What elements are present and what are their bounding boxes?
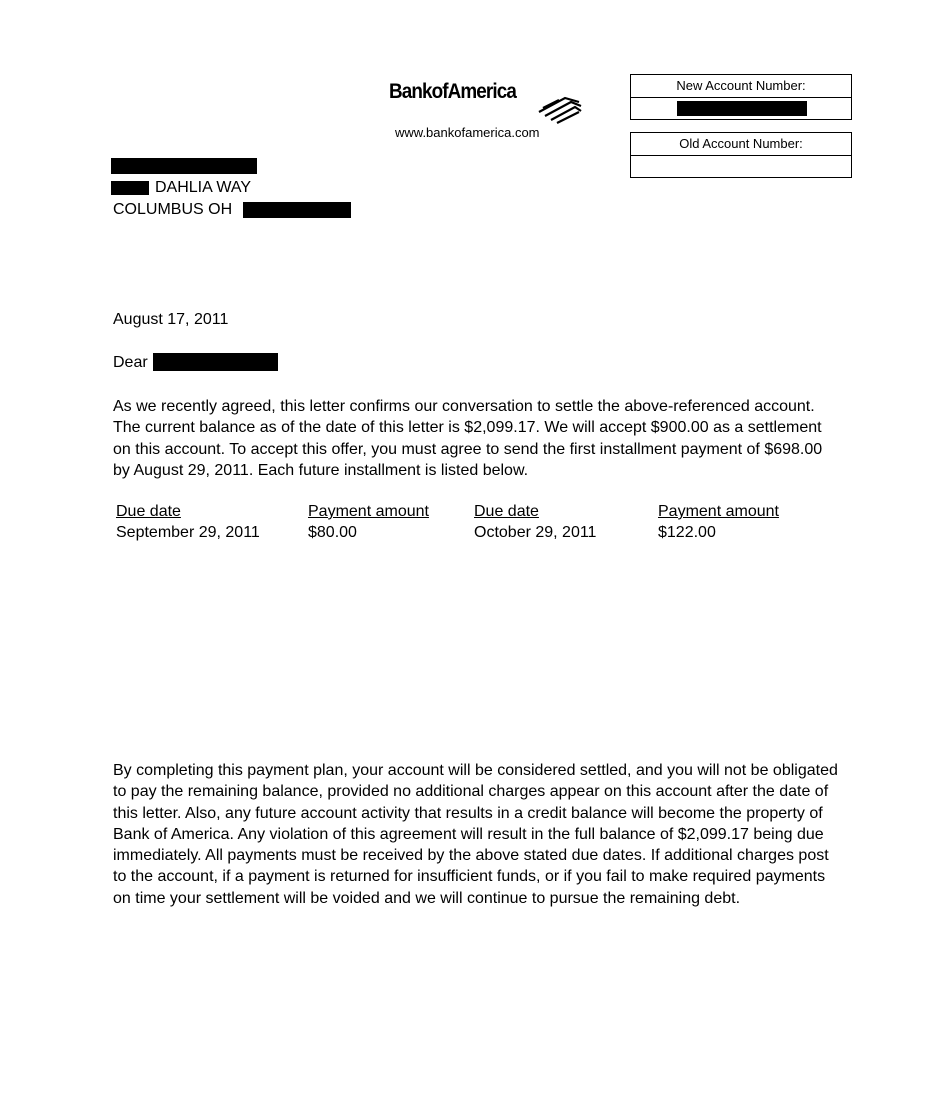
new-account-value (631, 98, 851, 119)
redaction-bar (153, 353, 278, 371)
schedule-header: Payment amount (308, 503, 429, 520)
old-account-label: Old Account Number: (631, 133, 851, 156)
new-account-label: New Account Number: (631, 75, 851, 98)
schedule-cell: $80.00 (308, 524, 357, 541)
flagscape-icon (535, 94, 583, 124)
schedule-cell: September 29, 2011 (116, 524, 260, 541)
schedule-header: Due date (474, 503, 539, 520)
schedule-header: Due date (116, 503, 181, 520)
redaction-bar (111, 181, 149, 195)
old-account-value (631, 156, 851, 177)
schedule-cell: October 29, 2011 (474, 524, 597, 541)
bank-logo (389, 80, 589, 126)
schedule-cell: $122.00 (658, 524, 716, 541)
paragraph-settlement-offer: As we recently agreed, this letter confirms our conversation to settle the above-referenced account. The current balance as of the date of this letter is $2,099.17. We will accept $900.00 as a settlement on this account. To accept this offer, you must agree to send the first installment payment of $698.00 by August 29, 2011. Each future installment is listed below. (113, 398, 823, 479)
redaction-bar (677, 101, 807, 116)
redaction-bar (243, 202, 351, 218)
bank-website: www.bankofamerica.com (395, 125, 540, 140)
letter-date: August 17, 2011 (113, 311, 229, 328)
old-account-box (630, 132, 852, 178)
bank-name: BankofAmerica (389, 80, 516, 103)
salutation: Dear (113, 354, 148, 371)
address-city: COLUMBUS OH (113, 201, 233, 218)
schedule-header: Payment amount (658, 503, 779, 520)
redaction-bar (111, 158, 257, 174)
address-street: DAHLIA WAY (155, 179, 252, 196)
new-account-box (630, 74, 852, 120)
paragraph-terms: By completing this payment plan, your account will be considered settled, and you will not be obligated to pay the remaining balance, provided no additional charges appear on this account after the date of this letter. Also, any future account activity that results in a credit balance will become the property of Bank of America. Any violation of this agreement will result in the full balance of $2,099.17 being due immediately. All payments must be received by the above stated due dates. If additional charges post to the account, if a payment is returned for insufficient funds, or if you fail to make required payments on time your settlement will be voided and we will continue to pursue the remaining debt. (113, 762, 838, 907)
